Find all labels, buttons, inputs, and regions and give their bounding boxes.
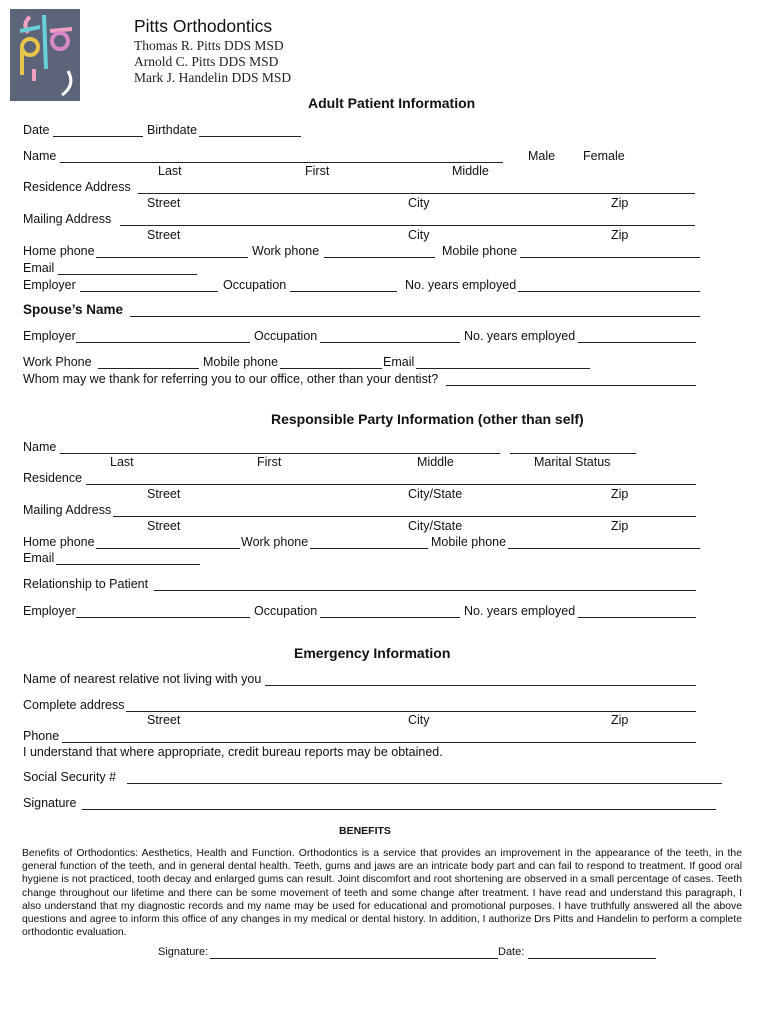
section-title-adult: Adult Patient Information — [308, 95, 476, 111]
street-sublabel: Street — [147, 487, 181, 501]
ssn-field[interactable] — [127, 783, 722, 784]
section-title-emergency: Emergency Information — [294, 645, 451, 661]
street-sublabel: Street — [147, 228, 181, 242]
home-phone-label: Home phone — [23, 244, 95, 258]
birthdate-label: Birthdate — [147, 123, 198, 137]
relative-field[interactable] — [265, 685, 696, 686]
years-employed-field[interactable] — [518, 291, 700, 292]
street-sublabel: Street — [147, 713, 181, 727]
spouse-mobile-label: Mobile phone — [203, 355, 279, 369]
middle-sublabel: Middle — [452, 164, 489, 178]
email-label: Email — [23, 261, 55, 275]
first-sublabel: First — [305, 164, 330, 178]
years-employed-label: No. years employed — [405, 278, 517, 292]
work-phone-label: Work phone — [252, 244, 320, 258]
rp-mailing-field[interactable] — [113, 516, 696, 517]
rp-years-field[interactable] — [578, 617, 696, 618]
spouse-years-field[interactable] — [578, 342, 696, 343]
employer-label: Employer — [23, 278, 76, 292]
relationship-label: Relationship to Patient — [23, 577, 149, 591]
date-field[interactable] — [53, 136, 143, 137]
spouse-occupation-field[interactable] — [320, 342, 460, 343]
spouse-label: Spouse’s Name — [23, 302, 124, 317]
residence-label: Residence Address — [23, 180, 131, 194]
rp-name-label: Name — [23, 440, 57, 454]
rp-employer-label: Employer — [23, 604, 76, 618]
rp-home-phone-label: Home phone — [23, 535, 95, 549]
rp-residence-label: Residence — [23, 471, 83, 485]
date-label: Date — [23, 123, 50, 137]
final-signature-label: Signature: — [158, 946, 209, 958]
email-field[interactable] — [58, 274, 197, 275]
signature-field[interactable] — [82, 809, 716, 810]
work-phone-field[interactable] — [324, 257, 435, 258]
employer-field[interactable] — [80, 291, 218, 292]
signature-label: Signature — [23, 796, 77, 810]
spouse-work-phone-field[interactable] — [98, 368, 199, 369]
relative-label: Name of nearest relative not living with you — [23, 672, 262, 686]
mobile-phone-label: Mobile phone — [442, 244, 518, 258]
doctor-name: Thomas R. Pitts DDS MSD — [134, 38, 284, 53]
doctor-name: Mark J. Handelin DDS MSD — [134, 70, 292, 85]
zip-sublabel: Zip — [611, 519, 629, 533]
name-field[interactable] — [60, 162, 503, 163]
mailing-label: Mailing Address — [23, 212, 112, 226]
spouse-years-label: No. years employed — [464, 329, 576, 343]
street-sublabel: Street — [147, 196, 181, 210]
phone-field[interactable] — [62, 742, 696, 743]
rp-mailing-label: Mailing Address — [23, 503, 112, 517]
mobile-phone-field[interactable] — [520, 257, 700, 258]
name-label: Name — [23, 149, 57, 163]
spouse-work-phone-label: Work Phone — [23, 355, 92, 369]
last-sublabel: Last — [110, 455, 134, 469]
final-date-field[interactable] — [528, 958, 656, 959]
last-sublabel: Last — [158, 164, 182, 178]
zip-sublabel: Zip — [611, 487, 629, 501]
rp-residence-field[interactable] — [86, 484, 696, 485]
spouse-occupation-label: Occupation — [254, 329, 318, 343]
rp-occupation-field[interactable] — [320, 617, 460, 618]
marital-sublabel: Marital Status — [534, 455, 611, 469]
city-sublabel: City — [408, 713, 430, 727]
rp-name-field[interactable] — [60, 453, 500, 454]
rp-work-phone-field[interactable] — [310, 548, 428, 549]
referral-field[interactable] — [446, 385, 696, 386]
phone-label: Phone — [23, 729, 60, 743]
home-phone-field[interactable] — [96, 257, 248, 258]
spouse-employer-label: Employer — [23, 329, 76, 343]
rp-years-label: No. years employed — [464, 604, 576, 618]
occupation-field[interactable] — [290, 291, 397, 292]
clinic-name: Pitts Orthodontics — [134, 16, 273, 36]
rp-work-phone-label: Work phone — [241, 535, 309, 549]
city-sublabel: City — [408, 228, 430, 242]
mailing-field[interactable] — [120, 225, 695, 226]
male-option[interactable]: Male — [528, 149, 556, 163]
doctor-name: Arnold C. Pitts DDS MSD — [134, 54, 279, 69]
occupation-label: Occupation — [223, 278, 287, 292]
rp-mobile-phone-label: Mobile phone — [431, 535, 507, 549]
citystate-sublabel: City/State — [408, 519, 463, 533]
final-signature-field[interactable] — [210, 958, 498, 959]
rp-occupation-label: Occupation — [254, 604, 318, 618]
rp-marital-field[interactable] — [510, 453, 636, 454]
first-sublabel: First — [257, 455, 282, 469]
zip-sublabel: Zip — [611, 713, 629, 727]
clinic-logo — [10, 9, 80, 101]
benefits-title: BENEFITS — [339, 825, 391, 837]
referral-label: Whom may we thank for referring you to our office, other than your dentist? — [23, 372, 439, 386]
final-date-label: Date: — [498, 946, 525, 958]
ssn-label: Social Security # — [23, 770, 117, 784]
credit-statement: I understand that where appropriate, credit bureau reports may be obtained. — [23, 745, 443, 759]
spouse-field[interactable] — [130, 316, 700, 317]
rp-email-label: Email — [23, 551, 55, 565]
middle-sublabel: Middle — [417, 455, 454, 469]
city-sublabel: City — [408, 196, 430, 210]
street-sublabel: Street — [147, 519, 181, 533]
citystate-sublabel: City/State — [408, 487, 463, 501]
address-label: Complete address — [23, 698, 125, 712]
rp-email-field[interactable] — [56, 564, 200, 565]
zip-sublabel: Zip — [611, 196, 629, 210]
rp-employer-field[interactable] — [76, 617, 250, 618]
spouse-email-label: Email — [383, 355, 415, 369]
spouse-mobile-field[interactable] — [280, 368, 382, 369]
female-option[interactable]: Female — [583, 149, 625, 163]
birthdate-field[interactable] — [199, 136, 301, 137]
rp-mobile-phone-field[interactable] — [508, 548, 700, 549]
zip-sublabel: Zip — [611, 228, 629, 242]
address-field[interactable] — [126, 711, 696, 712]
rp-home-phone-field[interactable] — [96, 548, 240, 549]
residence-field[interactable] — [138, 193, 695, 194]
relationship-field[interactable] — [154, 590, 696, 591]
spouse-email-field[interactable] — [416, 368, 590, 369]
spouse-employer-field[interactable] — [76, 342, 250, 343]
section-title-responsible: Responsible Party Information (other than self) — [271, 411, 584, 427]
benefits-text: Benefits of Orthodontics: Aesthetics, Health and Function. Orthodontics is a service that provides an improvement in the appearance of the teeth, in the general function of the teeth, and in general dental health. Teeth, gums and jaws are an intricate body part and can fail to respond to treatment. If good oral hygiene is not practiced, tooth decay and enlarged gums can result. Joint discomfort and root shortening are observed in a small percentage of cases. Teeth change throughout our lifetime and there can be some movement of teeth and some change after treatment. I have read and understand this paragraph, I also understand that my diagnostic records and my name may be used for educational and promotional purposes. I have truthfully answered all the above questions and agree to inform this office of any changes in my medical or dental history. In addition, I authorize Drs Pitts and Handelin to perform a complete orthodontic evaluation. — [22, 848, 742, 939]
